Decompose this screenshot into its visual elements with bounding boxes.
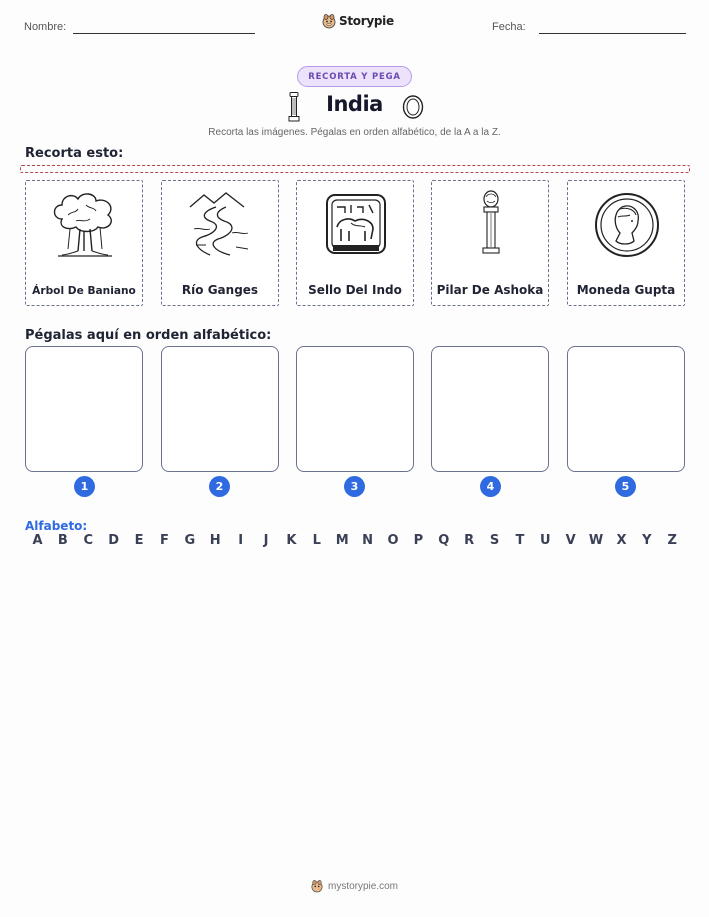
coin-icon: [402, 95, 424, 119]
cut-card-ganges[interactable]: [161, 180, 279, 306]
name-line[interactable]: [73, 33, 255, 34]
alphabet-letter-m: M: [335, 533, 349, 548]
alphabet-letter-w: W: [588, 533, 604, 548]
paste-slot-4[interactable]: [431, 346, 549, 472]
date-line[interactable]: [539, 33, 686, 34]
alphabet-letter-h: H: [209, 533, 221, 548]
storypie-mascot-icon: [322, 13, 336, 29]
card-label-ashoka-pillar: Pilar De Ashoka: [436, 283, 544, 297]
brand-logo: [322, 13, 394, 29]
alphabet-letter-c: C: [83, 533, 94, 548]
river-icon: [186, 189, 256, 261]
alphabet-label: Alfabeto:: [25, 519, 88, 533]
footer: [0, 879, 709, 893]
name-label: Nombre:: [24, 21, 67, 33]
storypie-mascot-icon: [311, 879, 323, 893]
alphabet-letter-e: E: [134, 533, 144, 548]
banyan-tree-icon: [50, 189, 120, 261]
cut-card-banyan[interactable]: [25, 180, 143, 306]
cut-guide-line: [20, 165, 690, 173]
footer-site[interactable]: mystorypie.com: [327, 880, 398, 892]
alphabet-row: [25, 533, 685, 548]
alphabet-letter-x: X: [616, 533, 627, 548]
alphabet-letter-v: V: [565, 533, 576, 548]
alphabet-letter-q: Q: [438, 533, 450, 548]
alphabet-letter-i: I: [238, 533, 244, 548]
alphabet-letter-l: L: [312, 533, 321, 548]
paste-section-label: Pégalas aquí en orden alfabético:: [25, 328, 272, 343]
alphabet-letter-p: P: [413, 533, 424, 548]
slot-number-3: 3: [344, 476, 365, 497]
alphabet-letter-j: J: [263, 533, 269, 548]
slot-number-2: 2: [209, 476, 230, 497]
card-label-gupta-coin: Moneda Gupta: [576, 283, 676, 297]
alphabet-letter-z: Z: [667, 533, 677, 548]
page-title: India: [326, 92, 383, 116]
cut-card-ashoka-pillar[interactable]: [431, 180, 549, 306]
alphabet-letter-o: O: [387, 533, 399, 548]
alphabet-letter-y: Y: [642, 533, 652, 548]
indus-seal-icon: [321, 189, 391, 261]
slot-number-1: 1: [74, 476, 95, 497]
alphabet-letter-t: T: [515, 533, 525, 548]
cut-section-label: Recorta esto:: [25, 146, 124, 161]
alphabet-letter-g: G: [184, 533, 196, 548]
ashoka-pillar-icon: [456, 189, 526, 261]
alphabet-letter-b: B: [57, 533, 68, 548]
paste-slot-5[interactable]: [567, 346, 685, 472]
cut-card-gupta-coin[interactable]: [567, 180, 685, 306]
gupta-coin-icon: [592, 189, 662, 261]
card-label-banyan: Árbol De Baniano: [32, 285, 136, 297]
cut-card-indus-seal[interactable]: [296, 180, 414, 306]
paste-slot-3[interactable]: [296, 346, 414, 472]
alphabet-letter-u: U: [540, 533, 551, 548]
card-label-ganges: Río Ganges: [181, 283, 259, 297]
slot-number-5: 5: [615, 476, 636, 497]
alphabet-letter-a: A: [32, 533, 43, 548]
alphabet-letter-n: N: [362, 533, 374, 548]
alphabet-letter-r: R: [464, 533, 475, 548]
alphabet-letter-k: K: [286, 533, 297, 548]
brand-name: Storypie: [339, 14, 394, 28]
paste-slot-1[interactable]: [25, 346, 143, 472]
alphabet-letter-f: F: [160, 533, 169, 548]
paste-slot-2[interactable]: [161, 346, 279, 472]
alphabet-letter-s: S: [489, 533, 500, 548]
slot-number-4: 4: [480, 476, 501, 497]
card-label-indus-seal: Sello Del Indo: [308, 283, 402, 297]
date-label: Fecha:: [492, 21, 526, 33]
alphabet-letter-d: D: [108, 533, 120, 548]
activity-badge: RECORTA Y PEGA: [297, 66, 412, 87]
instructions: Recorta las imágenes. Pégalas en orden alfabético, de la A a la Z.: [208, 127, 501, 138]
